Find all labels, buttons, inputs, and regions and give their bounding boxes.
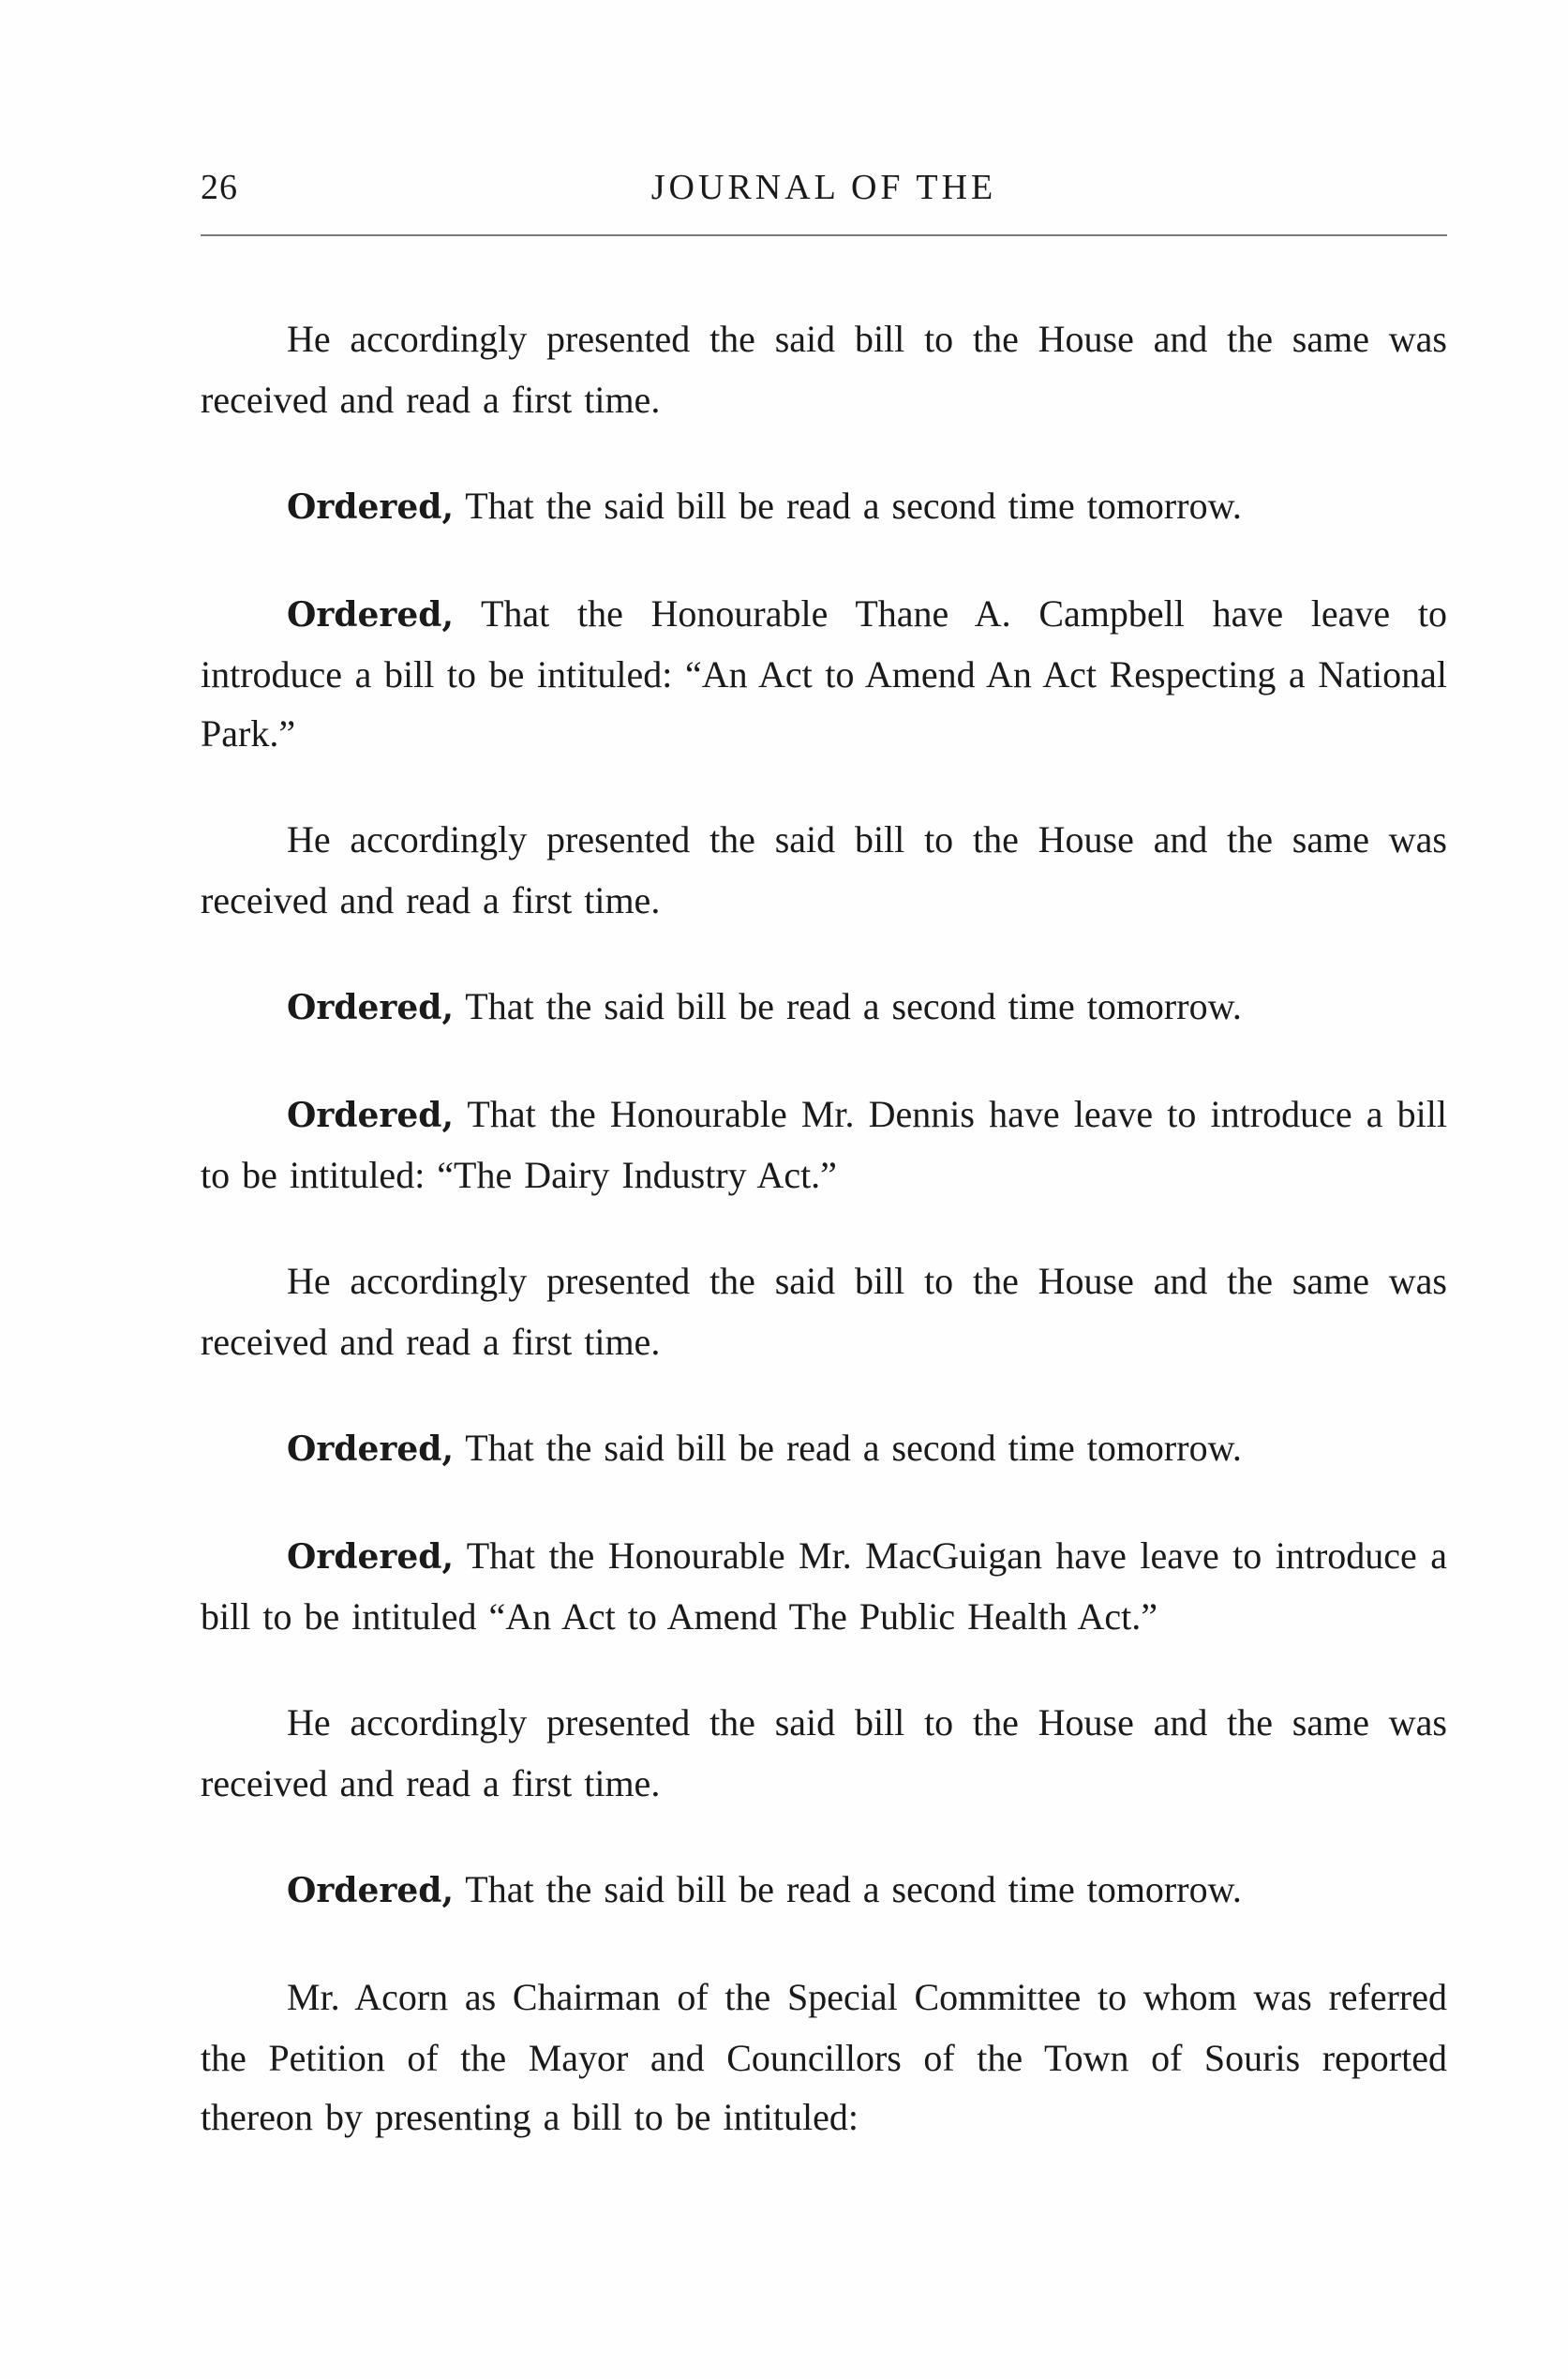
paragraph-text: He accordingly presented the said bill to the House and the same was received and read a first time. [201,1701,1447,1804]
paragraph-ordered-dennis [201,1085,1447,1204]
page-body [201,309,1447,2147]
running-head: JOURNAL OF THE [650,168,997,207]
ordered-label: Ordered, [287,988,454,1027]
ordered-label: Ordered, [287,1871,454,1910]
ordered-label: Ordered, [287,1096,454,1135]
paragraph-text: He accordingly presented the said bill to the House and the same was received and read a first time. [201,318,1447,421]
paragraph-text: He accordingly presented the said bill to the House and the same was received and read a first time. [201,818,1447,921]
paragraph-ordered-second-reading-4 [201,1860,1447,1921]
page-header [201,167,1447,223]
ordered-label: Ordered, [287,1429,454,1469]
paragraph-ordered-second-reading-2 [201,977,1447,1038]
paragraph-text: That the Honourable Thane A. Campbell have leave to introduce a bill to be intituled: “An Act to Amend An Act Respecting a National Park.” [201,592,1447,755]
ordered-label: Ordered, [287,595,454,635]
paragraph-text: He accordingly presented the said bill to the House and the same was received and read a first time. [201,1260,1447,1363]
ordered-label: Ordered, [287,487,454,527]
paragraph-text: Mr. Acorn as Chairman of the Special Committee to whom was referred the Petition of the Mayor and Councillors of the Town of Souris reported thereon by presenting a bill to be intituled: [201,1976,1447,2138]
paragraph-received-1 [201,309,1447,429]
ordered-label: Ordered, [287,1537,454,1577]
paragraph-text: That the Honourable Mr. Dennis have leave to introduce a bill to be intituled: “The Dairy Industry Act.” [201,1093,1447,1196]
paragraph-text: That the said bill be read a second time tomorrow. [453,1868,1242,1910]
paragraph-text: That the Honourable Mr. MacGuigan have leave to introduce a bill to be intituled “An Act to Amend The Public Health Act.” [201,1534,1447,1638]
paragraph-received-4 [201,1693,1447,1813]
page-number: 26 [201,168,238,207]
paragraph-text: That the said bill be read a second time tomorrow. [453,1427,1242,1469]
paragraph-text: That the said bill be read a second time tomorrow. [453,485,1242,527]
paragraph-ordered-second-reading-3 [201,1418,1447,1479]
paragraph-text: That the said bill be read a second time tomorrow. [453,985,1242,1027]
paragraph-acorn-report [201,1968,1447,2147]
paragraph-ordered-second-reading-1 [201,476,1447,537]
paragraph-ordered-campbell [201,584,1447,763]
paragraph-received-2 [201,810,1447,930]
paragraph-received-3 [201,1251,1447,1371]
paragraph-ordered-macguigan [201,1526,1447,1646]
header-rule [201,234,1447,236]
